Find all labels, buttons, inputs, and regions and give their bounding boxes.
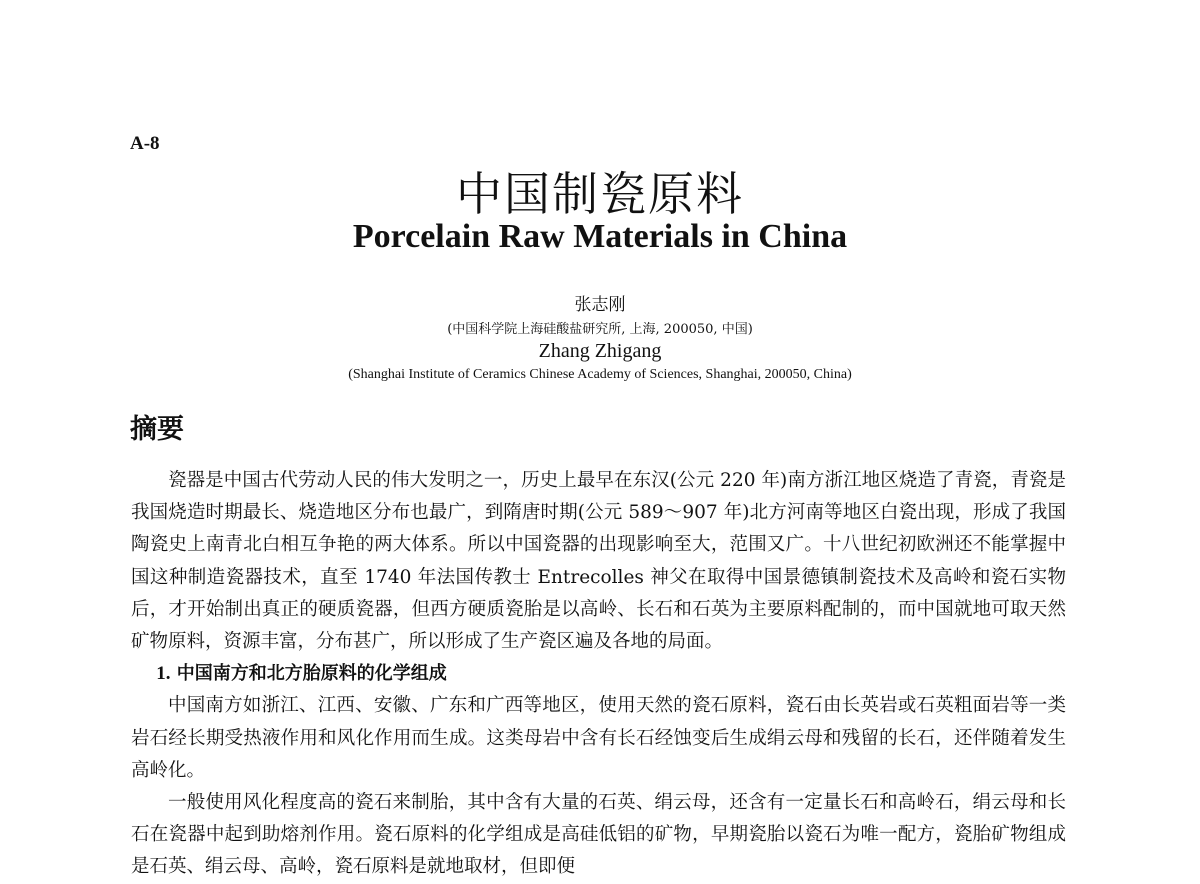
- paragraph-1: 瓷器是中国古代劳动人民的伟大发明之一，历史上最早在东汉(公元 220 年)南方浙江地区烧造了青瓷，青瓷是我国烧造时期最长、烧造地区分布也最广，到隋唐时期(公元 589～907 年)北方河南等地区白瓷出现，形成了我国陶瓷史上南青北白相互争艳的两大体系。所以中国瓷器的出现影响至大，范围又广。十八世纪初欧洲还不能掌握中国这种制造瓷器技术，直至 1740 年法国传教士 Entrecolles 神父在取得中国景德镇制瓷技术及高岭和瓷石实物后，才开始制出真正的硬质瓷器，但西方硬质瓷胎是以高岭、长石和石英为主要原料配制的，而中国就地可取天然矿物原料，资源丰富，分布甚广，所以形成了生产瓷区遍及各地的局面。: [131, 470, 1066, 653]
- abstract-body: [131, 465, 1066, 884]
- author-name-chinese: 张志刚: [574, 295, 626, 315]
- affiliation-english: (Shanghai Institute of Ceramics Chinese Academy of Sciences, Shanghai, 200050, China): [348, 367, 852, 382]
- author-name-english: Zhang Zhigang: [538, 340, 662, 362]
- abstract-heading: 摘要: [130, 414, 184, 445]
- section-1-title: 中国南方和北方胎原料的化学组成: [176, 663, 447, 685]
- title-english: Porcelain Raw Materials in China: [352, 218, 848, 255]
- section-1-heading: [131, 658, 1066, 690]
- title-chinese: 中国制瓷原料: [456, 167, 744, 221]
- affiliation-chinese: (中国科学院上海硅酸盐研究所, 上海, 200050, 中国): [447, 322, 753, 337]
- paragraph-2: 中国南方如浙江、江西、安徽、广东和广西等地区，使用天然的瓷石原料，瓷石由长英岩或石英粗面岩等一类岩石经长期受热液作用和风化作用而生成。这类母岩中含有长石经蚀变后生成绢云母和残留的长石，还伴随着发生高岭化。: [131, 695, 1066, 781]
- paragraph-3: 一般使用风化程度高的瓷石来制胎，其中含有大量的石英、绢云母，还含有一定量长石和高岭石，绢云母和长石在瓷器中起到助熔剂作用。瓷石原料的化学组成是高硅低铝的矿物，早期瓷胎以瓷石为唯一配方，瓷胎矿物组成是石英、绢云母、高岭，瓷石原料是就地取材，但即便: [131, 792, 1066, 878]
- section-1-number: 1.: [156, 663, 171, 685]
- page-label: A-8: [130, 133, 160, 154]
